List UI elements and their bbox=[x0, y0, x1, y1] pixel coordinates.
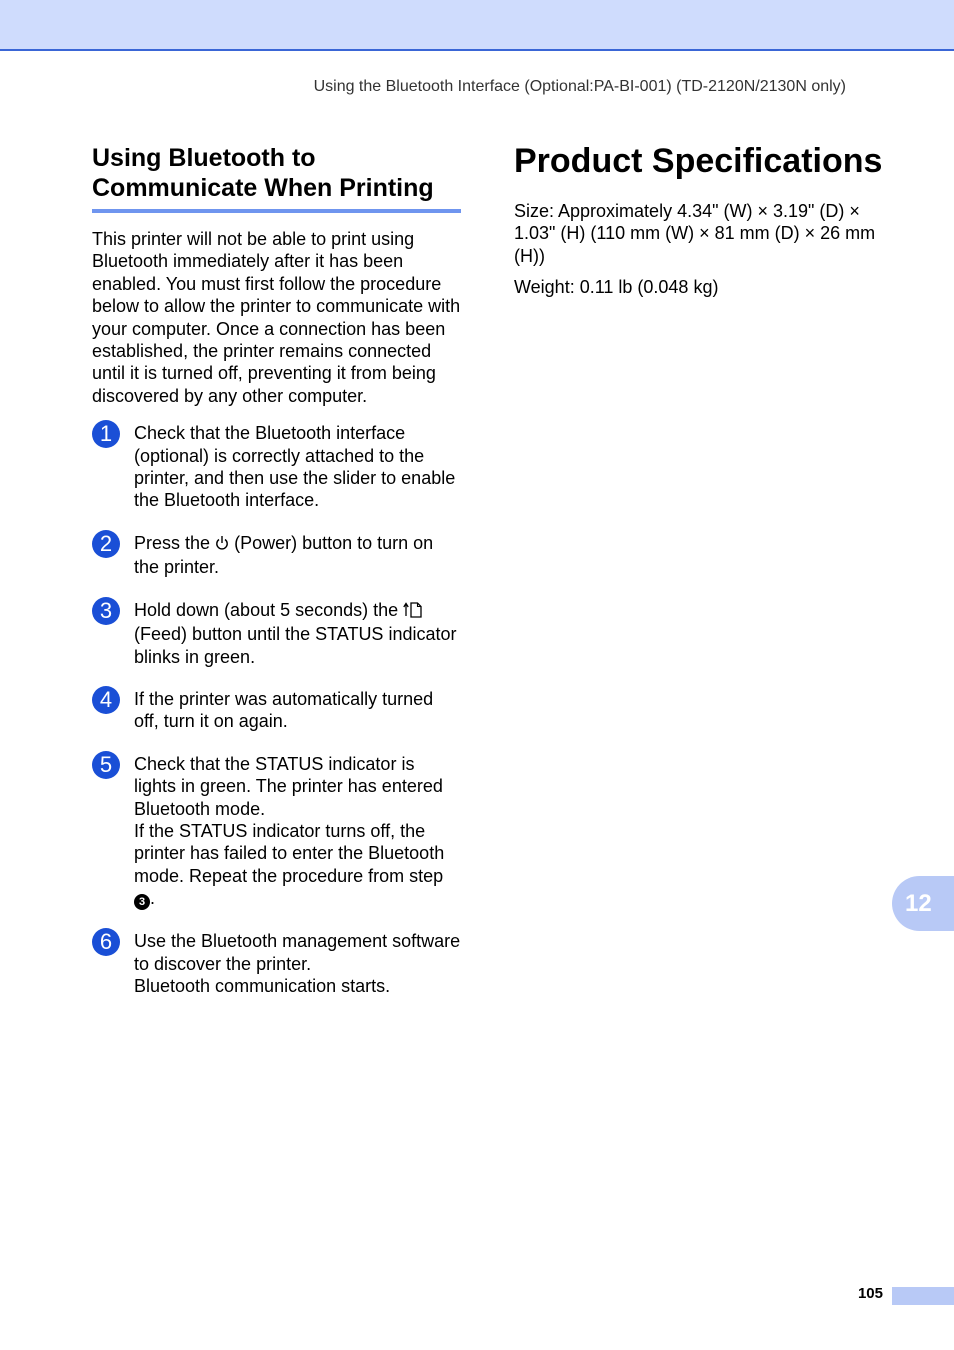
step-number-badge: 1 bbox=[92, 420, 120, 448]
page-title: Product Specifications bbox=[514, 142, 883, 180]
step-text-end: . bbox=[150, 888, 156, 909]
step-text-before: Press the bbox=[134, 532, 211, 553]
step-2 bbox=[92, 532, 461, 579]
feed-icon bbox=[403, 601, 423, 623]
step-4 bbox=[92, 688, 461, 733]
step-3 bbox=[92, 599, 461, 668]
step-text-b: If the STATUS indicator turns off, the printer has failed to enter the Bluetooth mode. Repeat the procedure from step bbox=[134, 820, 445, 886]
step-6 bbox=[92, 930, 461, 997]
top-header-band bbox=[0, 0, 954, 51]
step-text-after: (Feed) button until the STATUS indicator blinks in green. bbox=[134, 624, 457, 667]
specifications-section bbox=[514, 140, 894, 299]
step-reference-badge: 3 bbox=[134, 894, 150, 910]
step-text bbox=[134, 753, 461, 910]
step-text: If the printer was automatically turned off, turn it on again. bbox=[134, 688, 434, 732]
step-text: Check that the Bluetooth interface (optional) is correctly attached to the printer, and then use the slider to enable the Bluetooth interface. bbox=[134, 423, 456, 511]
spec-weight: Weight: 0.11 lb (0.048 kg) bbox=[514, 277, 719, 298]
power-icon bbox=[215, 534, 229, 556]
step-text-after: (Power) button to turn on the printer. bbox=[134, 532, 434, 578]
step-text-a: Check that the STATUS indicator is lights in green. The printer has entered Bluetooth mode. bbox=[134, 753, 443, 819]
step-text-b: Bluetooth communication starts. bbox=[134, 975, 391, 996]
page-number: 105 bbox=[857, 1285, 883, 1302]
section-heading-line1: Using Bluetooth to bbox=[92, 144, 316, 172]
step-1 bbox=[92, 422, 461, 512]
step-text-before: Hold down (about 5 seconds) the bbox=[134, 599, 399, 620]
section-heading-line2: Communicate When Printing bbox=[92, 174, 434, 202]
step-text bbox=[134, 532, 461, 579]
section-heading bbox=[92, 143, 461, 213]
step-number-badge: 5 bbox=[92, 751, 120, 779]
intro-paragraph: This printer will not be able to print using Bluetooth immediately after it has been enabled. You must first follow the procedure below to allow the printer to communicate with your computer. Once a connection has been established, the printer remains connected until it is turned off, preventing it from being discovered by any other computer. bbox=[92, 229, 461, 406]
step-number-badge: 2 bbox=[92, 530, 120, 558]
step-text bbox=[134, 930, 461, 997]
bluetooth-section bbox=[92, 143, 461, 997]
step-number-badge: 3 bbox=[92, 597, 120, 625]
running-header: Using the Bluetooth Interface (Optional:PA-BI-001) (TD-2120N/2130N only) bbox=[313, 78, 846, 95]
step-text bbox=[134, 599, 461, 668]
steps-list bbox=[92, 422, 461, 997]
chapter-tab: 12 bbox=[892, 876, 954, 931]
spec-size: Size: Approximately 4.34" (W) × 3.19" (D) × 1.03" (H) (110 mm (W) × 81 mm (D) × 26 mm (H)) bbox=[514, 201, 876, 266]
step-number-badge: 6 bbox=[92, 928, 120, 956]
step-5 bbox=[92, 753, 461, 910]
step-number-badge: 4 bbox=[92, 686, 120, 714]
footer-bar bbox=[892, 1287, 954, 1305]
step-text-a: Use the Bluetooth management software to discover the printer. bbox=[134, 931, 461, 974]
